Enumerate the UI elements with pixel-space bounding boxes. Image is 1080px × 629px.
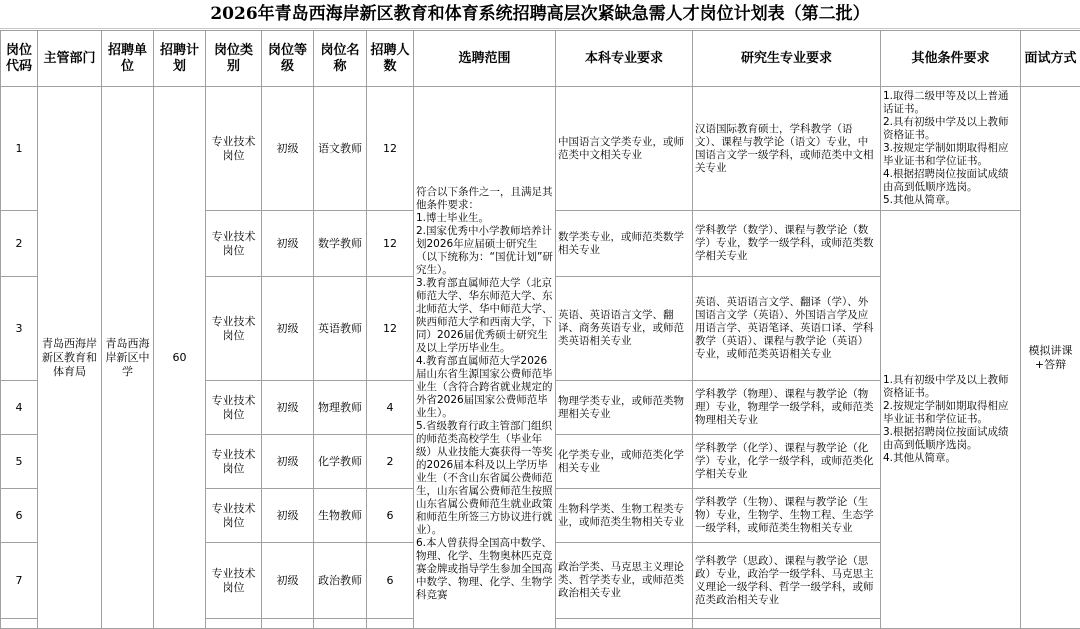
row-grad: 学科教学（思政）、课程与教学论（思政）专业，政治学一级学科、马克思主义理论一级学科、哲学一级学科，或师范类政治相关专业 xyxy=(693,543,881,619)
row-code: 5 xyxy=(1,435,38,489)
other-cell-a: 1.取得二级甲等及以上普通话证书。 2.具有初级中学及以上教师资格证书。 3.按规定学制如期取得相应毕业证书和学位证书。 4.根据招聘岗位按面试成绩由高到低顺序选岗。 5.其他从简章。 xyxy=(881,87,1021,211)
header-level: 岗位等级 xyxy=(262,31,314,87)
header-count: 招聘人数 xyxy=(367,31,414,87)
row-undergrad: 生物科学类、生物工程类专业，或师范类生物相关专业 xyxy=(556,489,693,543)
row-grad: 学科教学（化学）、课程与教学论（化学）专业，化学一级学科，或师范类化学相关专业 xyxy=(693,435,881,489)
header-row xyxy=(1,31,1080,87)
row-undergrad: 化学类专业，或师范类化学相关专业 xyxy=(556,435,693,489)
row-undergrad: 物理学类专业，或师范类物理相关专业 xyxy=(556,381,693,435)
row-level: 初级 xyxy=(262,87,314,211)
header-undergrad: 本科专业要求 xyxy=(556,31,693,87)
row-category: 专业技术岗位 xyxy=(206,211,262,277)
row-level: 初级 xyxy=(262,211,314,277)
row-name: 物理教师 xyxy=(314,381,367,435)
row-name: 数学教师 xyxy=(314,211,367,277)
row-name: 政治教师 xyxy=(314,543,367,619)
row-category: 专业技术岗位 xyxy=(206,87,262,211)
scope-text: 符合以下条件之一，且满足其他条件要求： 1.博士毕业生。 2.国家优秀中小学教师培养计划2026年应届硕士研究生（以下统称为：“国优计划”研究生）。 3.教育部直属师范大学（北京师范大学、华东师范大学、东北师范大学、华中师范大学、陕西师范大学和西南大学，下同）2026届优秀硕士研究生及以上学历毕业生。 4.教育部直属师范大学2026届山东省生源国家公费师范毕业生（含符合跨省就业规定的外省2026届国家公费师范毕业生）。 5.省级教育行政主管部门组织的师范类高校学生（毕业年级）从业技能大赛获得一等奖的2026届本科及以上学历毕业生（不含山东省属公费师范生，山东省属公费师范生按照山东省属公费师范生就业政策和师范生所签三方协议进行就业）。 6.本人曾获得全国高中数学、物理、化学、生物奥林匹克竞赛金牌或指导学生参加全国高中数学、物理、化学、生物学科竞赛 xyxy=(416,114,553,602)
job-plan-table xyxy=(0,30,1080,629)
header-category: 岗位类别 xyxy=(206,31,262,87)
row-count: 6 xyxy=(367,543,414,619)
table-title: 2026年青岛西海岸新区教育和体育系统招聘高层次紧缺急需人才岗位计划表（第二批） xyxy=(0,0,1080,29)
unit-cell: 青岛西海岸新区中学 xyxy=(102,87,154,629)
header-scope: 选聘范围 xyxy=(414,31,556,87)
row-code: 4 xyxy=(1,381,38,435)
header-interview: 面试方式 xyxy=(1021,31,1080,87)
row-level: 初级 xyxy=(262,381,314,435)
row-code: 1 xyxy=(1,87,38,211)
row-grad: 学科教学（生物）、课程与教学论（生物）专业，生物学、生物工程、生态学一级学科，或师范类生物相关专业 xyxy=(693,489,881,543)
row-undergrad: 数学类专业，或师范类数学相关专业 xyxy=(556,211,693,277)
row-level: 初级 xyxy=(262,277,314,381)
interview-cell: 模拟讲课+答辩 xyxy=(1021,87,1080,629)
row-grad: 汉语国际教育硕士，学科教学（语文）、课程与教学论（语文）专业，中国语言文学一级学科，或师范类中文相关专业 xyxy=(693,87,881,211)
row-grad: 学科教学（数学）、课程与教学论（数学）专业，数学一级学科，或师范类数学相关专业 xyxy=(693,211,881,277)
dept-cell: 青岛西海岸新区教育和体育局 xyxy=(38,87,102,629)
header-dept: 主管部门 xyxy=(38,31,102,87)
row-level: 初级 xyxy=(262,489,314,543)
plan-cell: 60 xyxy=(154,87,206,629)
other-cell-b: 1.具有初级中学及以上教师资格证书。 2.按规定学制如期取得相应毕业证书和学位证书。 3.根据招聘岗位按面试成绩由高到低顺序选岗。 4.其他从简章。 xyxy=(881,211,1021,629)
scope-cell xyxy=(414,87,556,629)
header-plan: 招聘计划 xyxy=(154,31,206,87)
row-undergrad: 中国语言文学类专业，或师范类中文相关专业 xyxy=(556,87,693,211)
row-name: 英语教师 xyxy=(314,277,367,381)
row-category: 专业技术岗位 xyxy=(206,543,262,619)
row-level: 初级 xyxy=(262,435,314,489)
row-undergrad: 英语、英语语言文学、翻译、商务英语专业，或师范类英语相关专业 xyxy=(556,277,693,381)
row-level: 初级 xyxy=(262,543,314,619)
row-grad: 学科教学（物理）、课程与教学论（物理）专业，物理学一级学科，或师范类物理相关专业 xyxy=(693,381,881,435)
header-unit: 招聘单位 xyxy=(102,31,154,87)
row-name: 化学教师 xyxy=(314,435,367,489)
row-category: 专业技术岗位 xyxy=(206,435,262,489)
table-row xyxy=(1,87,1080,211)
row-code: 3 xyxy=(1,277,38,381)
header-grad: 研究生专业要求 xyxy=(693,31,881,87)
header-other: 其他条件要求 xyxy=(881,31,1021,87)
row-category: 专业技术岗位 xyxy=(206,381,262,435)
row-category: 专业技术岗位 xyxy=(206,489,262,543)
row-name: 语文教师 xyxy=(314,87,367,211)
row-count: 12 xyxy=(367,87,414,211)
row-count: 4 xyxy=(367,381,414,435)
row-code: 6 xyxy=(1,489,38,543)
row-count: 6 xyxy=(367,489,414,543)
row-count: 12 xyxy=(367,277,414,381)
header-code: 岗位代码 xyxy=(1,31,38,87)
row-code: 2 xyxy=(1,211,38,277)
row-count: 2 xyxy=(367,435,414,489)
row-name: 生物教师 xyxy=(314,489,367,543)
row-code: 7 xyxy=(1,543,38,619)
row-grad: 英语、英语语言文学、翻译（学）、外国语言文学（英语）、外国语言学及应用语言学、英语笔译、英语口译、学科教学（英语）、课程与教学论（英语）专业，或师范类英语相关专业 xyxy=(693,277,881,381)
header-name: 岗位名称 xyxy=(314,31,367,87)
row-category: 专业技术岗位 xyxy=(206,277,262,381)
row-undergrad: 政治学类、马克思主义理论类、哲学类专业，或师范类政治相关专业 xyxy=(556,543,693,619)
row-count: 12 xyxy=(367,211,414,277)
